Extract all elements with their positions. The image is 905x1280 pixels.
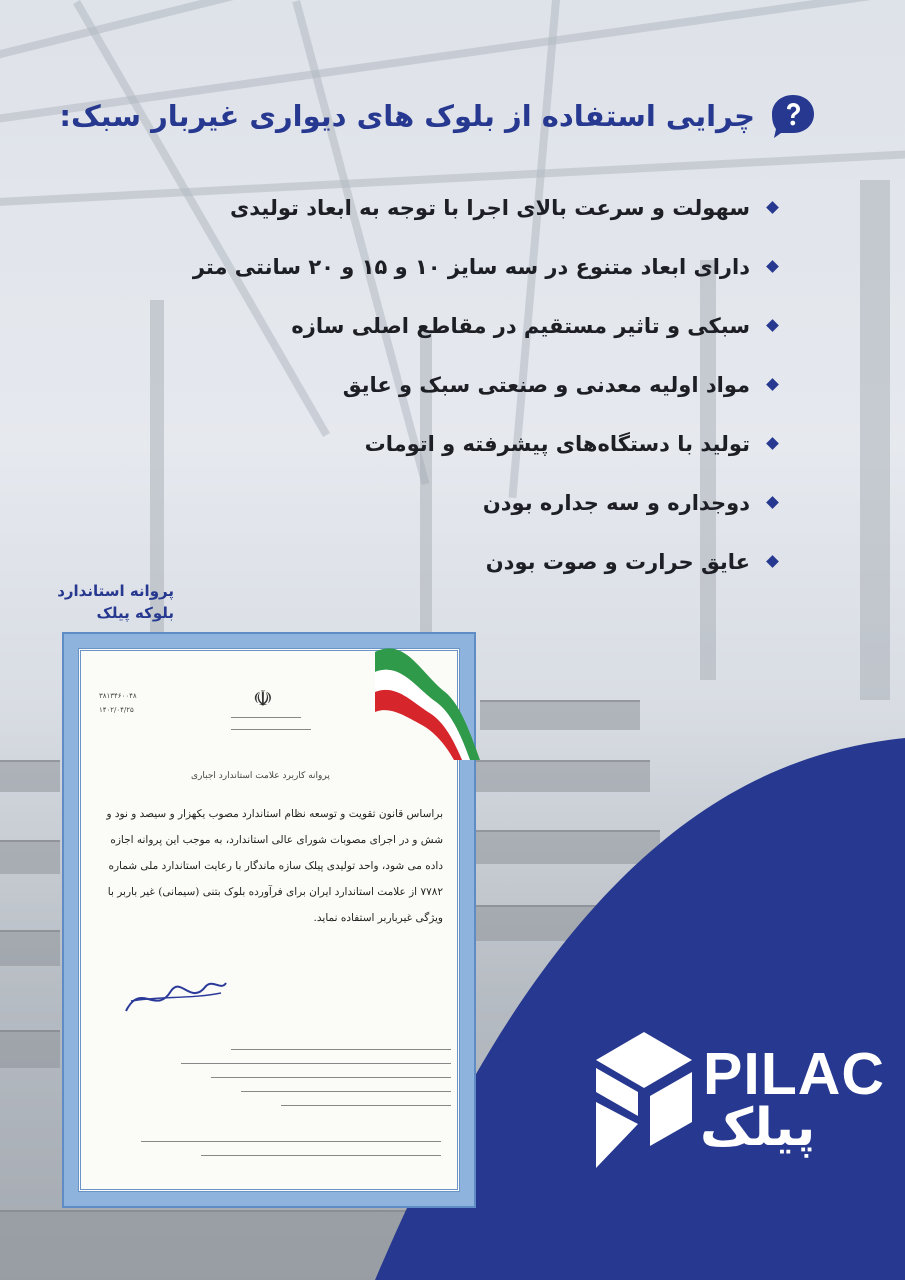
certificate-number: ۳۸۱۳۴۶۰۰۴۸ (99, 692, 137, 700)
features-list (193, 178, 777, 591)
list-item: سهولت و سرعت بالای اجرا با توجه به ابعاد تولیدی (193, 178, 777, 237)
title-row (59, 92, 817, 140)
diamond-bullet-icon (766, 260, 779, 273)
certificate-date: ۱۴۰۲/۰۴/۲۵ (99, 706, 134, 714)
list-item: تولید با دستگاه‌های پیشرفته و اتومات (193, 414, 777, 473)
signature-icon (121, 971, 231, 1021)
brand-name-persian: پیلک (700, 1098, 816, 1158)
diamond-bullet-icon (766, 201, 779, 214)
diamond-bullet-icon (766, 496, 779, 509)
list-item: دارای ابعاد متنوع در سه سایز ۱۰ و ۱۵ و ۲۰ سانتی متر (193, 237, 777, 296)
diamond-bullet-icon (766, 319, 779, 332)
diamond-bullet-icon (766, 437, 779, 450)
list-item: دوجداره و سه جداره بودن (193, 473, 777, 532)
diamond-bullet-icon (766, 555, 779, 568)
certificate-label: پروانه استاندارد بلوکه پیلک (57, 582, 174, 622)
diamond-bullet-icon (766, 378, 779, 391)
list-item: عایق حرارت و صوت بودن (193, 532, 777, 591)
certificate-body: براساس قانون تقویت و توسعه نظام استاندارد مصوب یکهزار و سیصد و نود و شش و در اجرای مصوبات شورای عالی استاندارد، به موجب این پروانه اجازه داده می شود، واحد تولیدی پیلک سازه ماندگار با رعایت استاندارد ملی شماره ۷۷۸۲ از علامت استاندارد ایران برای فرآورده بلوک بتنی (سیمانی) غیر باربر با ویژگی غیرباربر استفاده نماید. (106, 808, 443, 924)
iran-emblem-icon: ☫ (253, 687, 273, 712)
question-bubble-icon (769, 92, 817, 140)
cube-play-logo (586, 1012, 698, 1172)
page-title: چرایی استفاده از بلوک های دیواری غیربار سبک: (59, 99, 755, 133)
iran-flag-ribbon-icon (370, 632, 485, 762)
certificate-heading: پروانه کاربرد علامت استاندارد اجباری (191, 771, 330, 781)
list-item: سبکی و تاثیر مستقیم در مقاطع اصلی سازه (193, 296, 777, 355)
list-item: مواد اولیه معدنی و صنعتی سبک و عایق (193, 355, 777, 414)
brand-name-english: PILAC (703, 1041, 885, 1107)
